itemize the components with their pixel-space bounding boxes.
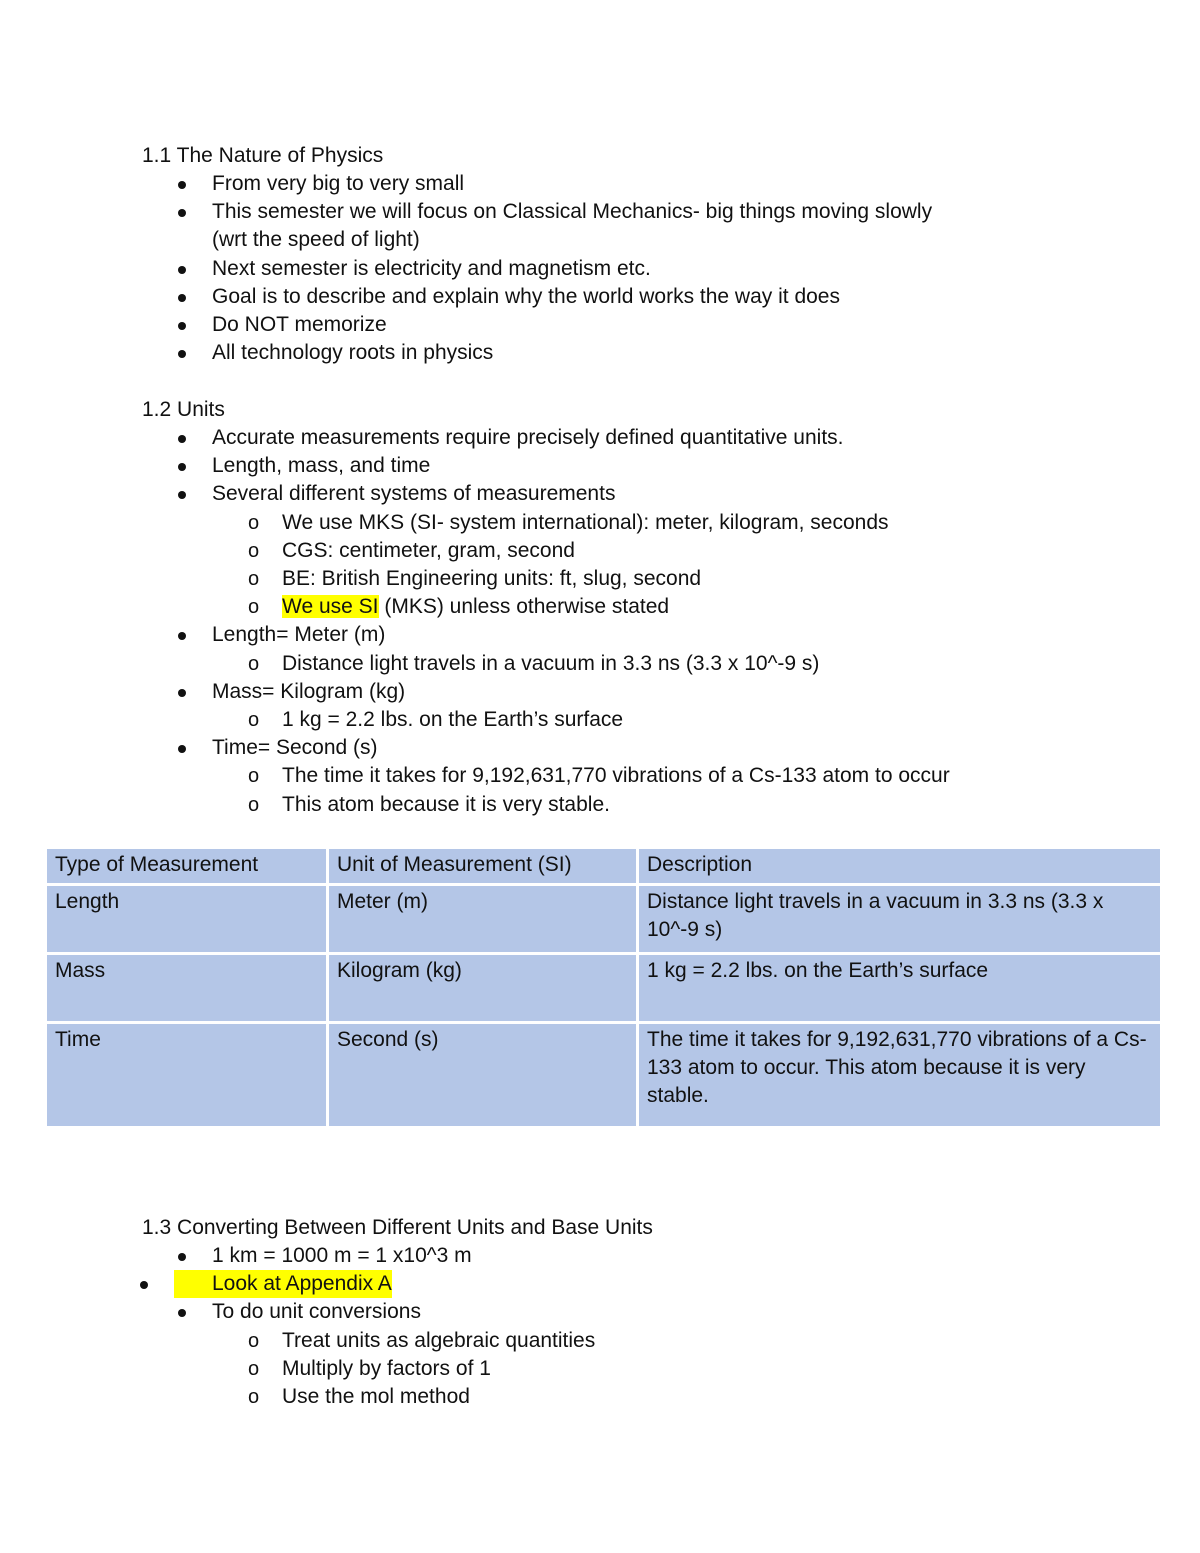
list-item [142, 1270, 1142, 1298]
table-header-row [46, 848, 1162, 885]
list-item: Goal is to describe and explain why the world works the way it does [142, 283, 1142, 311]
list-item: Several different systems of measurements o We use MKS (SI- system international): meter, kilogram, seconds o CGS: centimeter, gram, second o BE: British Engineering units: ft, slug, second o We use SI (MKS) unless otherwise stated [142, 480, 1142, 621]
sub-list-item: o 1 kg = 2.2 lbs. on the Earth’s surface [212, 706, 1142, 734]
bullet-icon [178, 1309, 186, 1317]
circle-bullet-icon: o [248, 793, 260, 816]
highlighted-text: We use SI [282, 595, 379, 619]
list-item: Do NOT memorize [142, 311, 1142, 339]
highlighted-text: Look at Appendix A [212, 1272, 392, 1296]
sub-list [212, 706, 1142, 734]
table-cell: Kilogram (kg) [328, 954, 638, 1023]
bullet-icon [178, 350, 186, 358]
section-nature-of-physics [142, 142, 1142, 367]
list-item: 1 km = 1000 m = 1 x10^3 m [142, 1242, 1142, 1270]
sub-list-item: o This atom because it is very stable. [212, 791, 1142, 819]
table-cell: Meter (m) [328, 885, 638, 954]
list-item: Length, mass, and time [142, 452, 1142, 480]
table-row [46, 1023, 1162, 1128]
bullet-icon [178, 745, 186, 753]
list-item: This semester we will focus on Classical Mechanics- big things moving slowly (wrt the speed of light) [142, 198, 1142, 254]
list-item: From very big to very small [142, 170, 1142, 198]
table-cell: Length [46, 885, 328, 954]
list-item: Mass= Kilogram (kg) o 1 kg = 2.2 lbs. on the Earth’s surface [142, 678, 1142, 734]
sub-list-item: o Multiply by factors of 1 [212, 1355, 1142, 1383]
table-cell: Second (s) [328, 1023, 638, 1128]
section-heading: 1.1 The Nature of Physics [142, 144, 384, 167]
list-item: Length= Meter (m) o Distance light travels in a vacuum in 3.3 ns (3.3 x 10^-9 s) [142, 621, 1142, 677]
units-table [44, 846, 1163, 1129]
list-item: All technology roots in physics [142, 339, 1142, 367]
circle-bullet-icon: o [248, 652, 260, 675]
section-heading: 1.2 Units [142, 398, 225, 421]
sub-list-item: o We use MKS (SI- system international): meter, kilogram, seconds [212, 509, 1142, 537]
sub-list [212, 509, 1142, 622]
section-units [142, 396, 1142, 819]
sub-list-item: o The time it takes for 9,192,631,770 vibrations of a Cs-133 atom to occur [212, 762, 1142, 790]
sub-list-item: o CGS: centimeter, gram, second [212, 537, 1142, 565]
table-row [46, 885, 1162, 954]
bullet-list [142, 170, 1142, 367]
circle-bullet-icon: o [248, 596, 260, 619]
circle-bullet-icon: o [248, 568, 260, 591]
bullet-icon [178, 463, 186, 471]
sub-list [212, 762, 1142, 818]
bullet-icon [140, 1281, 148, 1289]
bullet-icon [178, 294, 186, 302]
table-row [46, 954, 1162, 1023]
section-converting-units [142, 1214, 1142, 1411]
list-item: Time= Second (s) o The time it takes for 9,192,631,770 vibrations of a Cs-133 atom to occur o This atom because it is very stable. [142, 734, 1142, 819]
sub-list [212, 1327, 1142, 1412]
circle-bullet-icon: o [248, 1357, 260, 1380]
sub-list [212, 650, 1142, 678]
section-heading: 1.3 Converting Between Different Units and Base Units [142, 1216, 653, 1239]
table-cell: 1 kg = 2.2 lbs. on the Earth’s surface [638, 954, 1162, 1023]
bullet-icon [178, 266, 186, 274]
bullet-icon [178, 632, 186, 640]
circle-bullet-icon: o [248, 709, 260, 732]
bullet-icon [178, 322, 186, 330]
sub-list-item: o Treat units as algebraic quantities [212, 1327, 1142, 1355]
bullet-list [142, 1242, 1142, 1411]
list-item: Accurate measurements require precisely defined quantitative units. [142, 424, 1142, 452]
circle-bullet-icon: o [248, 539, 260, 562]
sub-list-item: o Use the mol method [212, 1383, 1142, 1411]
table-cell: Mass [46, 954, 328, 1023]
bullet-icon [178, 689, 186, 697]
list-item: To do unit conversions o Treat units as algebraic quantities o Multiply by factors of 1 o Use the mol method [142, 1298, 1142, 1411]
circle-bullet-icon: o [248, 1386, 260, 1409]
list-item: Next semester is electricity and magnetism etc. [142, 255, 1142, 283]
circle-bullet-icon: o [248, 511, 260, 534]
table-cell: Time [46, 1023, 328, 1128]
bullet-icon [178, 1253, 186, 1261]
column-header: Type of Measurement [46, 848, 328, 885]
table-cell: The time it takes for 9,192,631,770 vibrations of a Cs-133 atom to occur. This atom because it is very stable. [638, 1023, 1162, 1128]
bullet-icon [178, 181, 186, 189]
sub-list-item: o Distance light travels in a vacuum in 3.3 ns (3.3 x 10^-9 s) [212, 650, 1142, 678]
bullet-icon [178, 209, 186, 217]
column-header: Description [638, 848, 1162, 885]
circle-bullet-icon: o [248, 765, 260, 788]
circle-bullet-icon: o [248, 1329, 260, 1352]
sub-list-item: o BE: British Engineering units: ft, slug, second [212, 565, 1142, 593]
bullet-list [142, 424, 1142, 819]
bullet-icon [178, 435, 186, 443]
column-header: Unit of Measurement (SI) [328, 848, 638, 885]
sub-list-item: o We use SI (MKS) unless otherwise stated [212, 593, 1142, 621]
table-cell: Distance light travels in a vacuum in 3.3 ns (3.3 x 10^-9 s) [638, 885, 1162, 954]
bullet-icon [178, 491, 186, 499]
